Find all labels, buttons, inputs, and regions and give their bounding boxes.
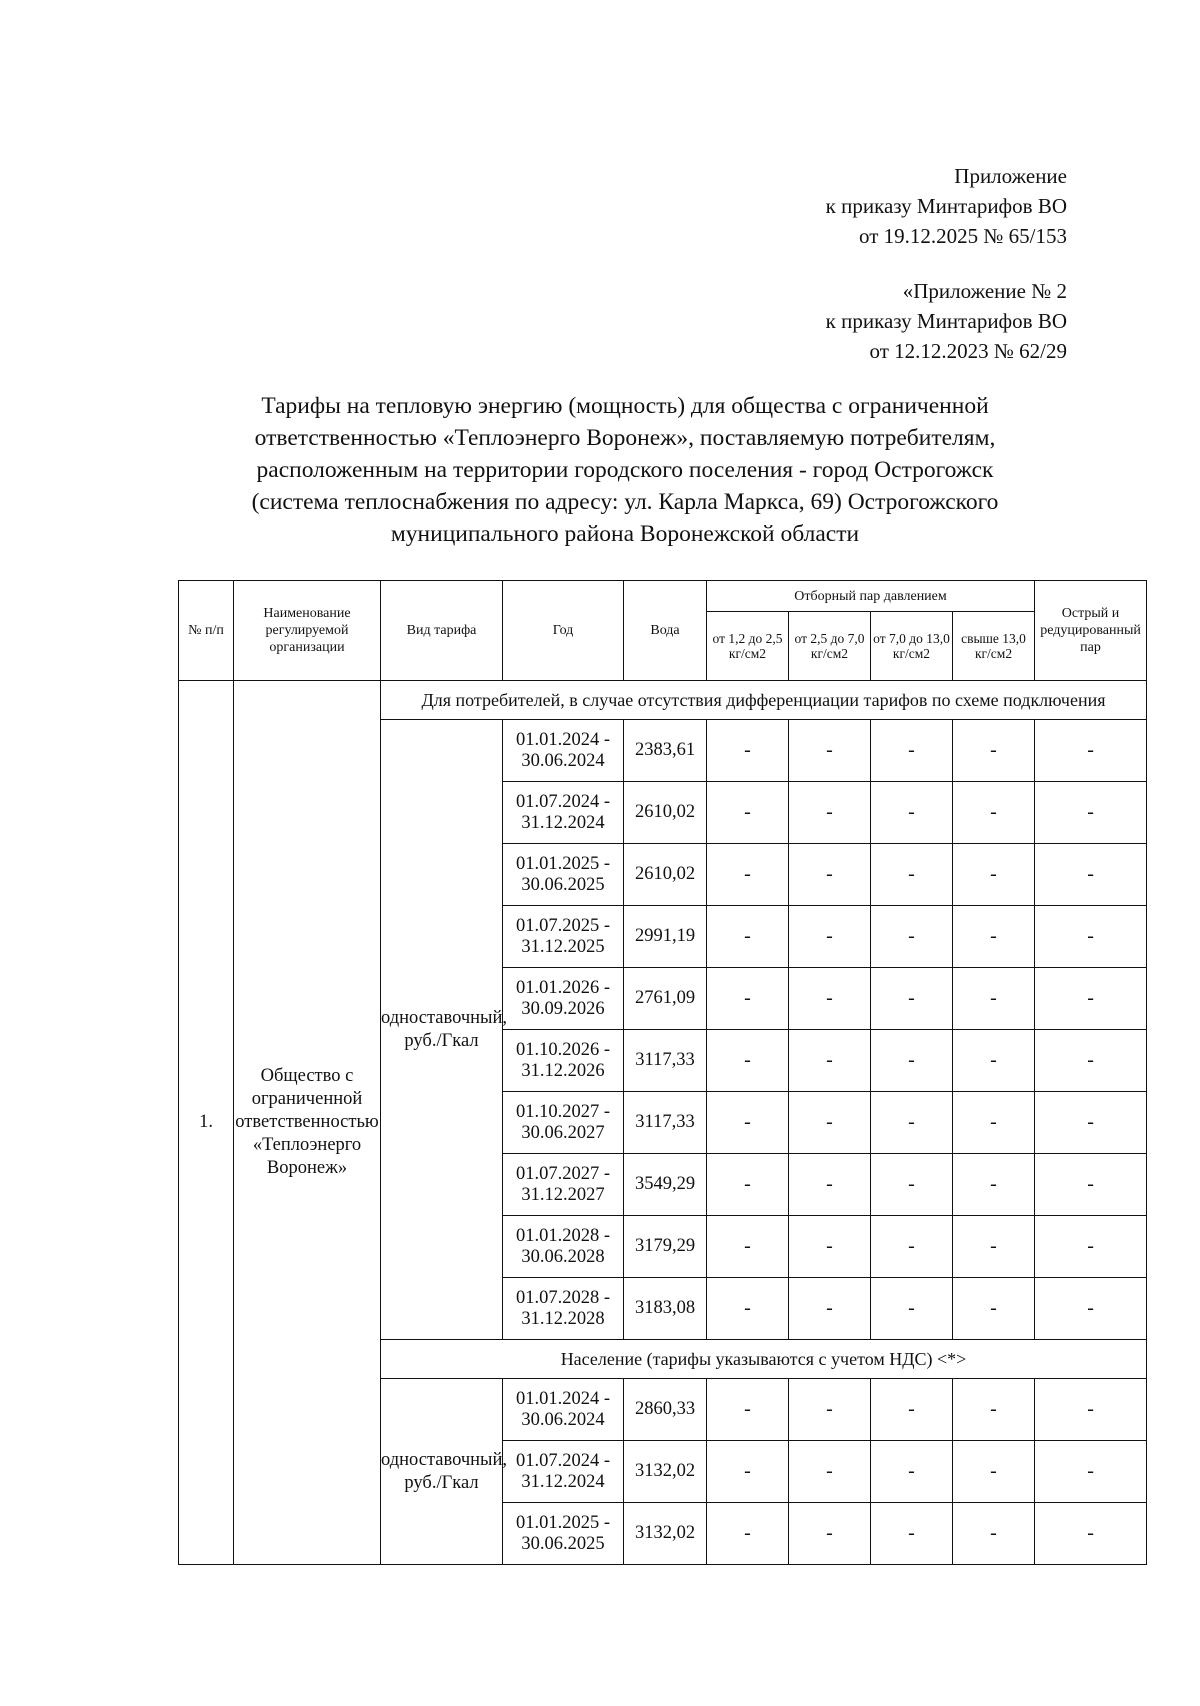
empty-tariff-cell: - bbox=[789, 1092, 871, 1154]
period-cell: 01.07.2028 - 31.12.2028 bbox=[503, 1278, 624, 1340]
period-cell: 01.01.2026 - 30.09.2026 bbox=[503, 968, 624, 1030]
empty-tariff-cell: - bbox=[789, 1441, 871, 1503]
empty-tariff-cell: - bbox=[871, 1441, 953, 1503]
empty-tariff-cell: - bbox=[871, 1154, 953, 1216]
empty-tariff-cell: - bbox=[1035, 1379, 1147, 1441]
tariff-type: одноставочный, руб./Гкал bbox=[381, 1379, 503, 1565]
section-title: Население (тарифы указываются с учетом НДС) <*> bbox=[381, 1340, 1147, 1379]
empty-tariff-cell: - bbox=[789, 906, 871, 968]
empty-tariff-cell: - bbox=[789, 1216, 871, 1278]
empty-tariff-cell: - bbox=[871, 844, 953, 906]
empty-tariff-cell: - bbox=[1035, 1441, 1147, 1503]
empty-tariff-cell: - bbox=[871, 906, 953, 968]
header-line: к приказу Минтарифов ВО bbox=[825, 194, 1067, 218]
appendix-header bbox=[826, 161, 1067, 251]
empty-tariff-cell: - bbox=[1035, 906, 1147, 968]
col-header-year: Год bbox=[503, 581, 624, 681]
annex-line: от 12.12.2023 № 62/29 bbox=[869, 339, 1067, 363]
empty-tariff-cell: - bbox=[789, 1154, 871, 1216]
annex-line: «Приложение № 2 bbox=[902, 279, 1067, 303]
water-tariff-cell: 2860,33 bbox=[624, 1379, 707, 1441]
empty-tariff-cell: - bbox=[707, 906, 789, 968]
col-header-sharp-steam: Острый и редуцированный пар bbox=[1035, 581, 1147, 681]
document-title bbox=[190, 390, 1060, 550]
col-header-type: Вид тарифа bbox=[381, 581, 503, 681]
empty-tariff-cell: - bbox=[707, 1154, 789, 1216]
tariff-table bbox=[178, 580, 1147, 1565]
water-tariff-cell: 2383,61 bbox=[624, 720, 707, 782]
col-header-num: № п/п bbox=[179, 581, 234, 681]
empty-tariff-cell: - bbox=[1035, 1216, 1147, 1278]
empty-tariff-cell: - bbox=[789, 720, 871, 782]
empty-tariff-cell: - bbox=[953, 1030, 1035, 1092]
row-number: 1. bbox=[179, 681, 234, 1565]
water-tariff-cell: 3179,29 bbox=[624, 1216, 707, 1278]
empty-tariff-cell: - bbox=[707, 1441, 789, 1503]
header-line: Приложение bbox=[954, 164, 1067, 188]
empty-tariff-cell: - bbox=[953, 1092, 1035, 1154]
period-cell: 01.10.2026 - 31.12.2026 bbox=[503, 1030, 624, 1092]
col-header-water: Вода bbox=[624, 581, 707, 681]
empty-tariff-cell: - bbox=[789, 968, 871, 1030]
empty-tariff-cell: - bbox=[1035, 1278, 1147, 1340]
period-cell: 01.07.2024 - 31.12.2024 bbox=[503, 782, 624, 844]
title-line: ответственностью «Теплоэнерго Воронеж», поставляемую потребителям, bbox=[254, 425, 996, 451]
empty-tariff-cell: - bbox=[953, 906, 1035, 968]
empty-tariff-cell: - bbox=[1035, 968, 1147, 1030]
empty-tariff-cell: - bbox=[1035, 844, 1147, 906]
period-cell: 01.01.2024 - 30.06.2024 bbox=[503, 1379, 624, 1441]
empty-tariff-cell: - bbox=[789, 844, 871, 906]
empty-tariff-cell: - bbox=[871, 1216, 953, 1278]
col-header-steam-1: от 1,2 до 2,5 кг/см2 bbox=[707, 612, 789, 681]
period-cell: 01.07.2025 - 31.12.2025 bbox=[503, 906, 624, 968]
empty-tariff-cell: - bbox=[707, 1092, 789, 1154]
empty-tariff-cell: - bbox=[953, 1278, 1035, 1340]
water-tariff-cell: 3117,33 bbox=[624, 1030, 707, 1092]
empty-tariff-cell: - bbox=[707, 844, 789, 906]
empty-tariff-cell: - bbox=[953, 1379, 1035, 1441]
empty-tariff-cell: - bbox=[707, 782, 789, 844]
empty-tariff-cell: - bbox=[871, 1092, 953, 1154]
empty-tariff-cell: - bbox=[953, 1154, 1035, 1216]
water-tariff-cell: 3132,02 bbox=[624, 1503, 707, 1565]
period-cell: 01.01.2024 - 30.06.2024 bbox=[503, 720, 624, 782]
empty-tariff-cell: - bbox=[953, 720, 1035, 782]
col-header-org: Наименование регулируемой организации bbox=[234, 581, 381, 681]
empty-tariff-cell: - bbox=[1035, 720, 1147, 782]
empty-tariff-cell: - bbox=[707, 1503, 789, 1565]
empty-tariff-cell: - bbox=[789, 1278, 871, 1340]
water-tariff-cell: 3117,33 bbox=[624, 1092, 707, 1154]
empty-tariff-cell: - bbox=[871, 720, 953, 782]
empty-tariff-cell: - bbox=[953, 1441, 1035, 1503]
period-cell: 01.07.2027 - 31.12.2027 bbox=[503, 1154, 624, 1216]
water-tariff-cell: 2610,02 bbox=[624, 844, 707, 906]
empty-tariff-cell: - bbox=[953, 968, 1035, 1030]
water-tariff-cell: 3549,29 bbox=[624, 1154, 707, 1216]
period-cell: 01.10.2027 - 30.06.2027 bbox=[503, 1092, 624, 1154]
col-header-steam-group: Отборный пар давлением bbox=[707, 581, 1035, 612]
empty-tariff-cell: - bbox=[871, 782, 953, 844]
empty-tariff-cell: - bbox=[1035, 1503, 1147, 1565]
empty-tariff-cell: - bbox=[707, 720, 789, 782]
annex-header bbox=[826, 276, 1067, 366]
col-header-steam-2: от 2,5 до 7,0 кг/см2 bbox=[789, 612, 871, 681]
col-header-steam-3: от 7,0 до 13,0 кг/см2 bbox=[871, 612, 953, 681]
title-line: (система теплоснабжения по адресу: ул. Карла Маркса, 69) Острогожского bbox=[251, 489, 999, 515]
empty-tariff-cell: - bbox=[1035, 1030, 1147, 1092]
empty-tariff-cell: - bbox=[789, 782, 871, 844]
empty-tariff-cell: - bbox=[871, 1503, 953, 1565]
empty-tariff-cell: - bbox=[1035, 782, 1147, 844]
organization-name: Общество с ограниченной ответственностью «Теплоэнерго Воронеж» bbox=[234, 681, 381, 1565]
empty-tariff-cell: - bbox=[871, 1030, 953, 1092]
title-line: муниципального района Воронежской области bbox=[390, 521, 860, 547]
empty-tariff-cell: - bbox=[1035, 1154, 1147, 1216]
header-line: от 19.12.2025 № 65/153 bbox=[858, 224, 1067, 248]
annex-line: к приказу Минтарифов ВО bbox=[825, 309, 1067, 333]
empty-tariff-cell: - bbox=[789, 1503, 871, 1565]
empty-tariff-cell: - bbox=[871, 1379, 953, 1441]
section-title: Для потребителей, в случае отсутствия дифференциации тарифов по схеме подключения bbox=[381, 681, 1147, 720]
title-line: Тарифы на тепловую энергию (мощность) для общества с ограниченной bbox=[261, 393, 989, 419]
empty-tariff-cell: - bbox=[871, 968, 953, 1030]
empty-tariff-cell: - bbox=[707, 968, 789, 1030]
empty-tariff-cell: - bbox=[953, 1216, 1035, 1278]
period-cell: 01.07.2024 - 31.12.2024 bbox=[503, 1441, 624, 1503]
empty-tariff-cell: - bbox=[871, 1278, 953, 1340]
empty-tariff-cell: - bbox=[953, 782, 1035, 844]
tariff-type: одноставочный, руб./Гкал bbox=[381, 720, 503, 1340]
water-tariff-cell: 2761,09 bbox=[624, 968, 707, 1030]
empty-tariff-cell: - bbox=[953, 1503, 1035, 1565]
water-tariff-cell: 2610,02 bbox=[624, 782, 707, 844]
empty-tariff-cell: - bbox=[707, 1030, 789, 1092]
col-header-steam-4: свыше 13,0 кг/см2 bbox=[953, 612, 1035, 681]
empty-tariff-cell: - bbox=[707, 1216, 789, 1278]
period-cell: 01.01.2028 - 30.06.2028 bbox=[503, 1216, 624, 1278]
empty-tariff-cell: - bbox=[1035, 1092, 1147, 1154]
empty-tariff-cell: - bbox=[789, 1030, 871, 1092]
period-cell: 01.01.2025 - 30.06.2025 bbox=[503, 1503, 624, 1565]
empty-tariff-cell: - bbox=[953, 844, 1035, 906]
title-line: расположенным на территории городского поселения - город Острогожск bbox=[256, 457, 994, 483]
empty-tariff-cell: - bbox=[789, 1379, 871, 1441]
empty-tariff-cell: - bbox=[707, 1278, 789, 1340]
period-cell: 01.01.2025 - 30.06.2025 bbox=[503, 844, 624, 906]
empty-tariff-cell: - bbox=[707, 1379, 789, 1441]
water-tariff-cell: 3183,08 bbox=[624, 1278, 707, 1340]
water-tariff-cell: 3132,02 bbox=[624, 1441, 707, 1503]
water-tariff-cell: 2991,19 bbox=[624, 906, 707, 968]
